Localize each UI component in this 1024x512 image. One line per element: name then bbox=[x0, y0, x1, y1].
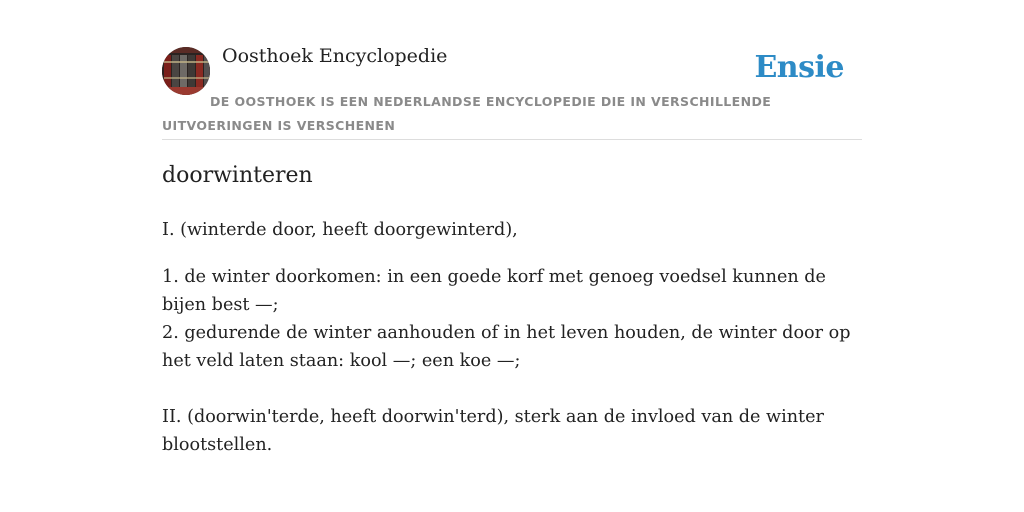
entry-intro: I. (winterde door, heeft doorgewinterd), bbox=[162, 220, 518, 240]
ensie-logo-link[interactable]: Ensie bbox=[754, 50, 844, 85]
source-header bbox=[162, 0, 862, 140]
page-container bbox=[162, 0, 862, 455]
source-title[interactable]: Oosthoek Encyclopedie bbox=[222, 45, 448, 67]
entry-sense-1: 1. de winter doorkomen: in een goede korf met genoeg voedsel kunnen de bijen best —; bbox=[162, 267, 826, 315]
entry-part-2: II. (doorwin'terde, heeft doorwin'terd), sterk aan de invloed van de winter blootstellen. bbox=[162, 407, 824, 455]
source-avatar[interactable] bbox=[162, 47, 210, 95]
entry-body bbox=[162, 216, 862, 459]
source-description: DE OOSTHOEK IS EEN NEDERLANDSE ENCYCLOPEDIE DIE IN VERSCHILLENDE UITVOERINGEN IS VERSCHENEN bbox=[162, 94, 772, 133]
entry-sense-2: 2. gedurende de winter aanhouden of in het leven houden, de winter door op het veld laten staan: kool —; een koe —; bbox=[162, 323, 851, 371]
entry-headword: doorwinteren bbox=[162, 163, 313, 188]
encyclopedia-books-icon bbox=[162, 47, 210, 95]
entry-spacer bbox=[162, 375, 862, 403]
